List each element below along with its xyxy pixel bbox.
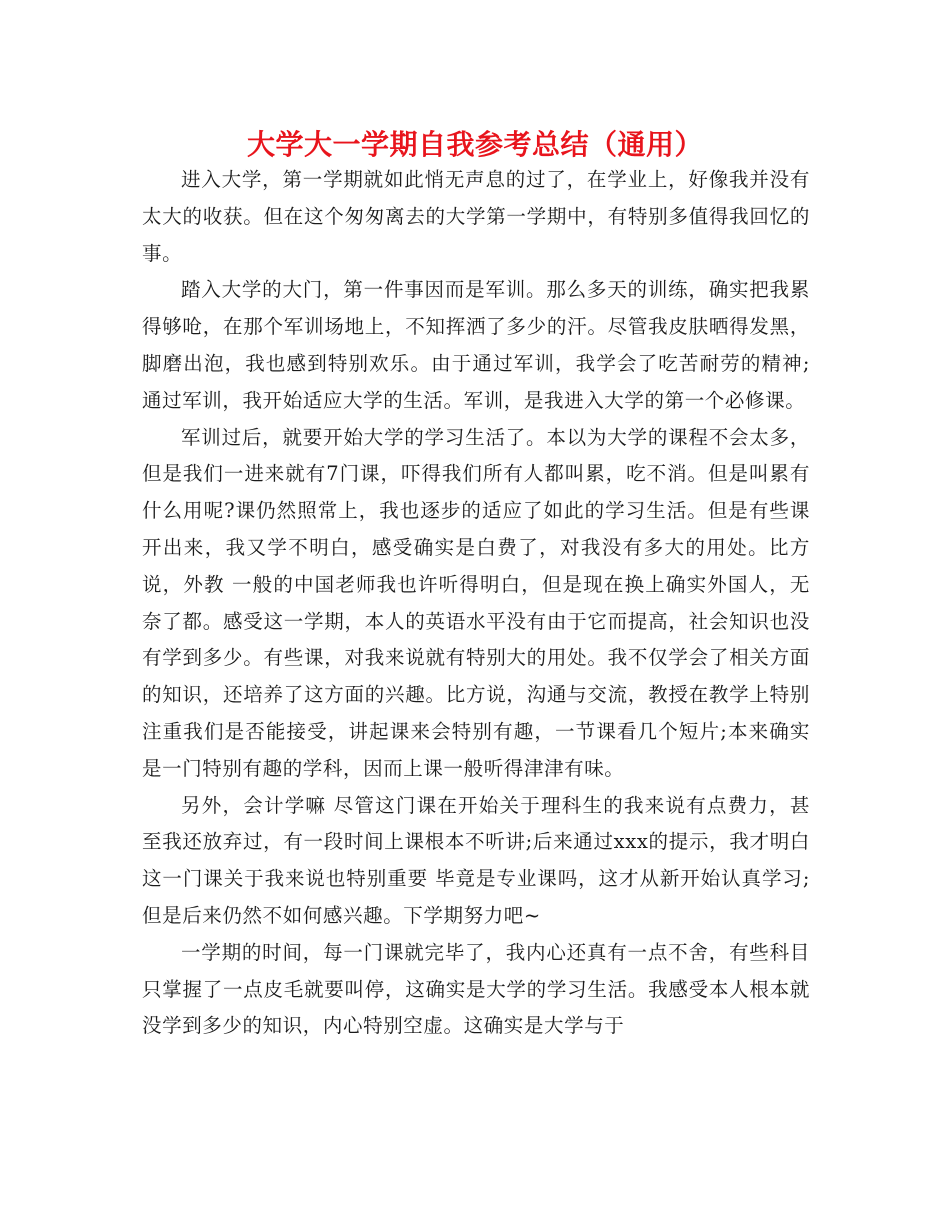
paragraph-4: 另外，会计学嘛 尽管这门课在开始关于理科生的我来说有点费力，甚至我还放弃过，有一段时间上课根本不听讲;后来通过xxx的提示，我才明白这一门课关于我来说也特别重要 毕竟是专业课吗，这才从新开始认真学习;但是后来仍然不如何感兴趣。下学期努力吧~ <box>142 793 810 927</box>
document-body <box>142 162 810 1045</box>
document-title: 大学大一学期自我参考总结（通用） <box>246 128 703 161</box>
paragraph-1: 进入大学，第一学期就如此悄无声息的过了，在学业上，好像我并没有太大的收获。但在这个匆匆离去的大学第一学期中，有特别多值得我回忆的事。 <box>142 168 810 265</box>
paragraph-5: 一学期的时间，每一门课就完毕了，我内心还真有一点不舍，有些科目只掌握了一点皮毛就要叫停，这确实是大学的学习生活。我感受本人根本就没学到多少的知识，内心特别空虚。这确实是大学与于 <box>142 940 810 1038</box>
paragraph-3: 军训过后，就要开始大学的学习生活了。本以为大学的课程不会太多，但是我们一进来就有7门课，吓得我们所有人都叫累，吃不消。但是叫累有什么用呢?课仍然照常上，我也逐步的适应了如此的学习生活。但是有些课开出来，我又学不明白，感受确实是白费了，对我没有多大的用处。比方说，外教 一般的中国老师我也许听得明白，但是现在换上确实外国人，无奈了都。感受这一学期，本人的英语水平没有由于它而提高，社会知识也没有学到多少。有些课，对我来说就有特别大的用处。我不仅学会了相关方面的知识，还培养了这方面的兴趣。比方说，沟通与交流，教授在教学上特别注重我们是否能接受，讲起课来会特别有趣，一节课看几个短片;本来确实是一门特别有趣的学科，因而上课一般听得津津有味。 <box>142 425 810 780</box>
paragraph-2: 踏入大学的大门，第一件事因而是军训。那么多天的训练，确实把我累得够呛，在那个军训场地上，不知挥洒了多少的汗。尽管我皮肤晒得发黑，脚磨出泡，我也感到特别欢乐。由于通过军训，我学会了吃苦耐劳的精神;通过军训，我开始适应大学的生活。军训，是我进入大学的第一个必修课。 <box>142 278 810 412</box>
